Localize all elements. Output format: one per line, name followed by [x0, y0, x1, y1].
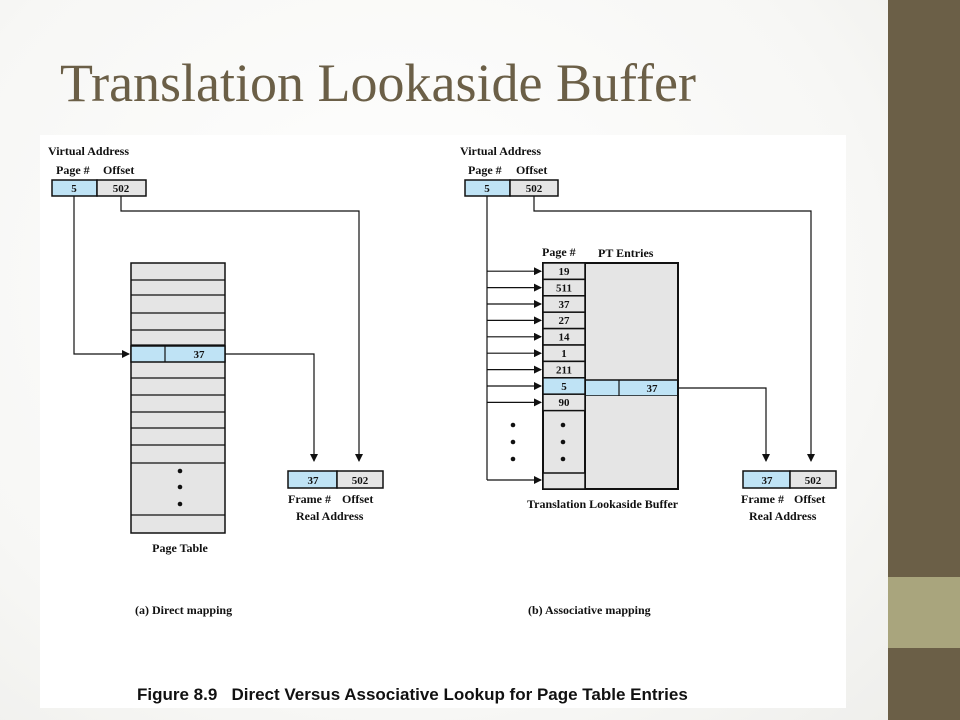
direct-real-address-label: Real Address [296, 509, 364, 523]
tlb-page-value: 19 [558, 266, 570, 278]
tlb-page-value: 37 [558, 298, 570, 311]
direct-frame-arrow [225, 354, 314, 461]
direct-page-to-table-arrow [74, 196, 129, 354]
page-table-matched-row [131, 346, 225, 362]
assoc-search-arrows [487, 271, 541, 480]
side-bar-top [888, 0, 960, 577]
tlb-lower-area [585, 396, 678, 489]
assoc-page-number-label: Page # [468, 163, 502, 177]
side-bar-accent [888, 577, 960, 648]
tlb-last-cell [543, 473, 585, 489]
assoc-out-offset-value: 502 [804, 475, 822, 487]
tlb-page-value: 1 [561, 348, 567, 360]
page-table-label: Page Table [152, 541, 208, 555]
tlb-page-value: 5 [561, 380, 567, 393]
slide-title: Translation Lookaside Buffer [60, 53, 696, 113]
tlb-page-value: 511 [556, 282, 572, 295]
direct-out-offset-value: 502 [351, 475, 369, 487]
direct-offset-label: Offset [103, 163, 135, 177]
tlb-page-value: 14 [558, 331, 570, 344]
tlb-page-value: 90 [558, 397, 570, 410]
tlb-matched-entry-value: 37 [646, 383, 658, 395]
associative-mapping-subcaption: (b) Associative mapping [528, 603, 651, 617]
direct-mapping-diagram [48, 144, 383, 617]
tlb-page-cells [543, 263, 585, 411]
tlb-page-value: 211 [556, 364, 572, 377]
figure-caption: Figure 8.9 Direct Versus Associative Lookup for Page Table Entries [137, 685, 688, 704]
assoc-out-offset-label: Offset [794, 492, 826, 506]
assoc-offset-value: 502 [525, 183, 543, 195]
direct-frame-value: 37 [307, 475, 319, 487]
direct-out-offset-label: Offset [342, 492, 374, 506]
direct-mapping-subcaption: (a) Direct mapping [135, 603, 233, 617]
tlb-page-header: Page # [542, 245, 576, 259]
decorative-side-bar [888, 0, 960, 720]
associative-mapping-diagram [460, 144, 836, 617]
assoc-bus-ellipsis [511, 423, 516, 462]
side-bar-bottom [888, 648, 960, 720]
assoc-offset-label: Offset [516, 163, 548, 177]
page-table [131, 263, 225, 533]
tlb-entries-header: PT Entries [598, 246, 654, 260]
direct-offset-value: 502 [112, 183, 130, 195]
assoc-frame-arrow [678, 388, 766, 461]
assoc-virtual-address-label: Virtual Address [460, 144, 542, 158]
direct-frame-label: Frame # [288, 492, 331, 506]
direct-virtual-address-label: Virtual Address [48, 144, 130, 158]
direct-page-value: 5 [71, 183, 77, 195]
assoc-frame-value: 37 [761, 475, 773, 487]
direct-page-number-label: Page # [56, 163, 90, 177]
figure-panel [40, 135, 846, 708]
assoc-page-value: 5 [484, 183, 490, 195]
page-table-entry-value: 37 [193, 349, 205, 361]
tlb-diagram [40, 135, 846, 708]
assoc-real-address-label: Real Address [749, 509, 817, 523]
tlb-label: Translation Lookaside Buffer [527, 497, 679, 511]
assoc-frame-label: Frame # [741, 492, 784, 506]
tlb-page-value: 27 [558, 315, 570, 328]
